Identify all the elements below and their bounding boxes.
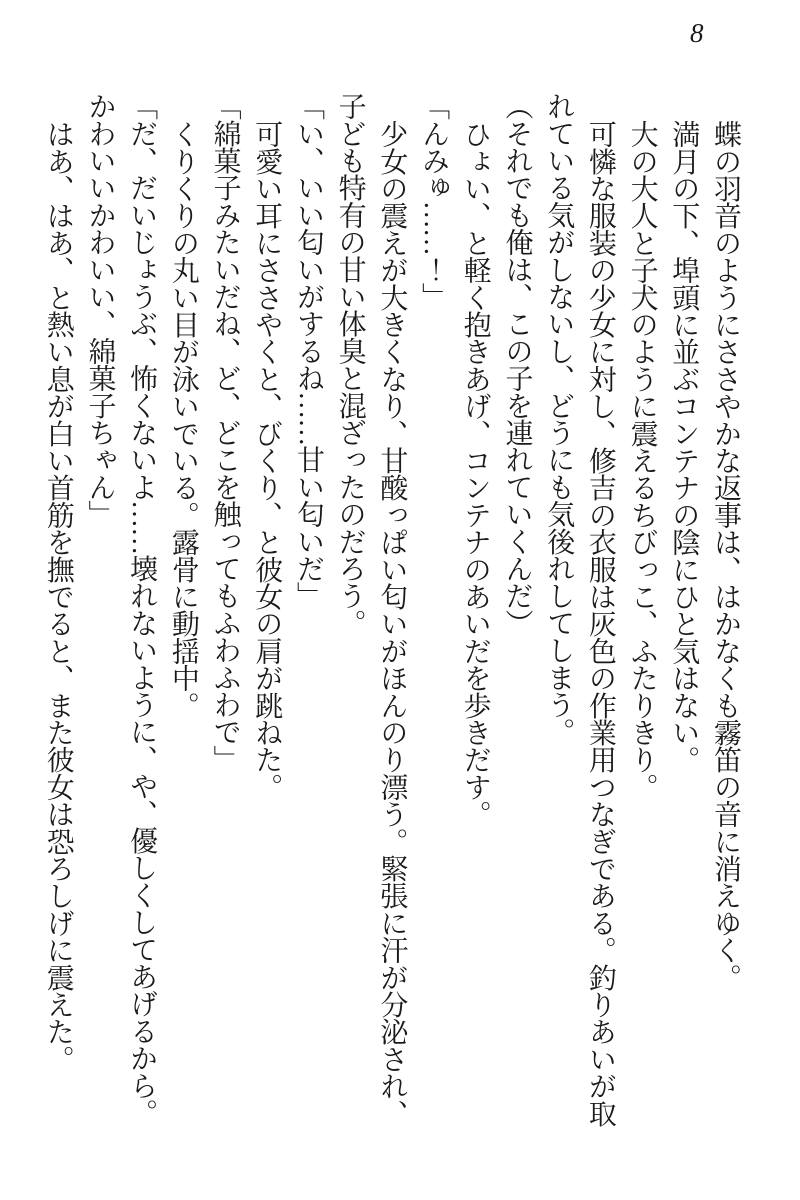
paragraph: ひょい、と軽く抱きあげ、コンテナのあいだを歩きだす。 [459,120,491,828]
paragraph: 「だ、だいじょうぶ、怖くないよ……壊れないように、や、優しくしてあげるから。かわいいかわいい、綿菓子ちゃん」 [84,92,158,1126]
paragraph: 「い、いい匂いがするね……甘い匂いだ」 [292,92,324,609]
paragraph: 可愛い耳にささやくと、びくり、と彼女の肩が跳ねた。 [251,120,283,801]
paragraph: 可憐な服装の少女に対し、修吉の衣服は灰色の作業用つなぎである。釣りあいが取れている気がしないし、どうにも気後れしてしまう。 [543,92,616,1127]
paragraph: 蝶の羽音のようにささやかな返事は、はかなくも霧笛の音に消えゆく。 [710,120,741,991]
text-body [36,92,746,1138]
page-number: 8 [690,18,704,48]
paragraph: （それでも俺は、この子を連れていくんだ） [501,92,533,637]
paragraph: 少女の震えが大きくなり、甘酸っぱい匂いがほんのり漂う。緊張に汗が分泌され、子ども特有の甘い体臭と混ざったのだろう。 [334,92,408,1127]
paragraph: 満月の下、埠頭に並ぶコンテナの陰にひと気はない。 [668,120,700,773]
paragraph: 「んみゅ……！」 [418,92,450,310]
paragraph: 大の大人と子犬のように震えるちびっこ、ふたりきり。 [626,120,658,801]
paragraph: くりくりの丸い目が泳いでいる。露骨に動揺中。 [167,120,199,719]
paragraph: はあ、はあ、と熱い息が白い首筋を撫でると、また彼女は恐ろしげに震えた。 [42,120,74,1073]
paragraph: 「綿菓子みたいだね、ど、どこを触ってもふわふわで」 [209,92,241,773]
